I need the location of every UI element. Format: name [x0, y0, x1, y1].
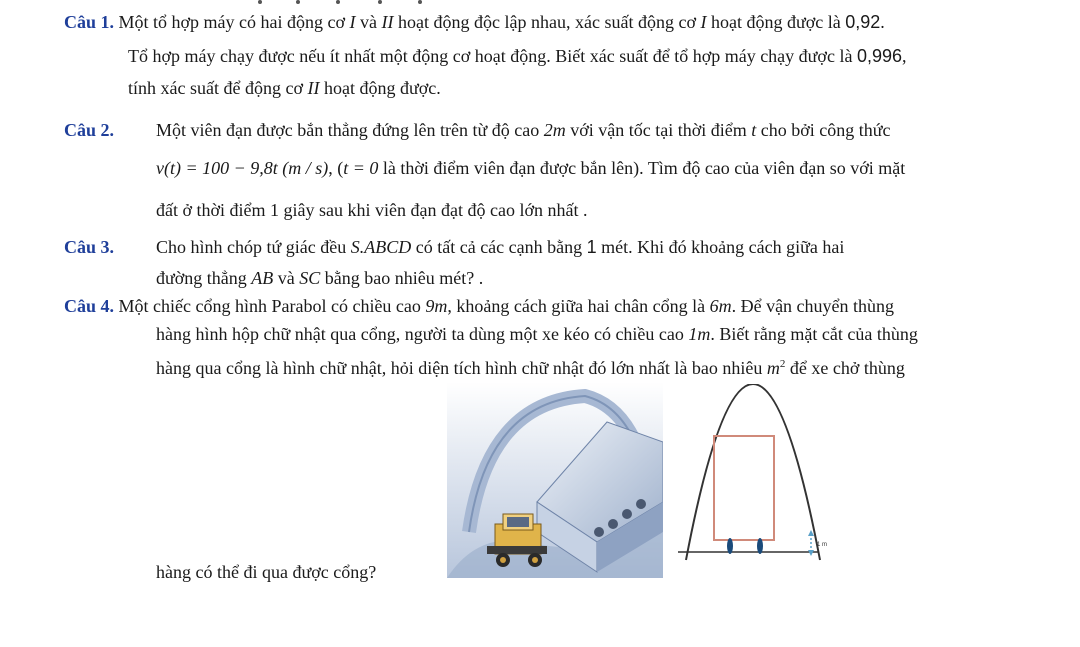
- q3-line-AB: AB: [251, 268, 274, 288]
- q1-engine-I-2: I: [700, 12, 707, 32]
- q4-text-2a: hàng hình hộp chữ nhật qua cổng, người ta dùng một xe kéo có chiều cao: [156, 324, 689, 344]
- q4-gate-height: 9m: [425, 296, 448, 316]
- q1-text-1d: hoạt động được là: [706, 12, 846, 32]
- q4-gate-width: 6m: [709, 296, 732, 316]
- q2-text-3: đất ở thời điểm 1 giây sau khi viên đạn đạt độ cao lớn nhất .: [156, 200, 588, 220]
- q1-text-1c: hoạt động độc lập nhau, xác suất động cơ: [393, 12, 701, 32]
- q3-line-SC: SC: [299, 268, 321, 288]
- q2-line2: [156, 158, 905, 178]
- q1-label: Câu 1.: [64, 12, 115, 32]
- q2-label: Câu 2.: [64, 120, 115, 140]
- q2-line1: [64, 120, 890, 140]
- q1-line1: [64, 12, 885, 32]
- q1-line3: [128, 78, 441, 98]
- q1-text-3a: tính xác suất để động cơ: [128, 78, 308, 98]
- q4-line1: [64, 296, 894, 316]
- q2-t0: t = 0: [343, 158, 379, 178]
- q1-text-1b: và: [355, 12, 382, 32]
- gate-truck-illustration: [447, 382, 663, 578]
- q3-text-1a: Cho hình chóp tứ giác đều: [156, 237, 351, 257]
- q2-text-1a: Một viên đạn được bắn thẳng đứng lên trên từ độ cao: [156, 120, 544, 140]
- q4-text-1c: . Để vận chuyển thùng: [731, 296, 895, 316]
- q4-unit: m: [766, 358, 780, 378]
- q4-text-4: hàng có thể đi qua được cổng?: [156, 562, 377, 582]
- q4-text-1a: Một chiếc cổng hình Parabol có chiều cao: [118, 296, 426, 316]
- parabola-rectangle-diagram: [678, 384, 848, 564]
- q4-line4: [156, 562, 376, 582]
- wheel-right: [757, 538, 763, 554]
- q4-line3: [156, 354, 905, 378]
- q2-velocity-formula: v(t) = 100 − 9,8t (m / s): [156, 158, 329, 178]
- q1-text-2b: ,: [901, 46, 907, 66]
- q4-text-3a: hàng qua cổng là hình chữ nhật, hỏi diện tích hình chữ nhật đó lớn nhất là bao nhiêu: [156, 358, 767, 378]
- q1-text-3b: hoạt động được.: [319, 78, 441, 98]
- wheel-left: [727, 538, 733, 554]
- q4-text-1b: , khoảng cách giữa hai chân cổng là: [447, 296, 710, 316]
- inscribed-rectangle: [714, 436, 774, 540]
- top-cropped-text-dots: [240, 0, 440, 6]
- q2-time-var: t: [751, 120, 757, 140]
- q3-line1: [64, 237, 844, 257]
- q1-prob-1: 0,92: [845, 12, 881, 32]
- q4-text-3b: để xe chở thùng: [785, 358, 905, 378]
- q3-text-1c: mét. Khi đó khoảng cách giữa hai: [596, 237, 845, 257]
- q4-truck-height: 1m: [688, 324, 711, 344]
- q1-engine-II-2: II: [307, 78, 320, 98]
- q1-text-2a: Tổ hợp máy chạy được nếu ít nhất một động cơ hoạt động. Biết xác suất để tổ hợp máy chạy được là: [128, 46, 857, 66]
- q4-text-2b: . Biết rằng mặt cắt của thùng: [710, 324, 918, 344]
- q1-prob-2: 0,996: [856, 46, 902, 66]
- q2-text-2a: , (: [328, 158, 344, 178]
- q4-line2: [156, 324, 918, 344]
- q4-label: Câu 4.: [64, 296, 115, 316]
- q3-text-2a: đường thẳng: [156, 268, 252, 288]
- q1-engine-I: I: [349, 12, 356, 32]
- q1-text-1a: Một tổ hợp máy có hai động cơ: [118, 12, 350, 32]
- parabola-curve: [686, 384, 820, 560]
- q3-text-2c: bằng bao nhiêu mét? .: [320, 268, 484, 288]
- q2-text-2b: là thời điểm viên đạn được bắn lên). Tìm độ cao của viên đạn so với mặt: [378, 158, 906, 178]
- q3-label: Câu 3.: [64, 237, 115, 257]
- q3-edge: 1: [586, 237, 597, 257]
- q3-text-2b: và: [273, 268, 300, 288]
- q4-unit-sup: 2: [779, 358, 786, 370]
- q1-line2: [128, 46, 906, 66]
- q3-line2: [156, 268, 483, 288]
- q2-text-1b: với vận tốc tại thời điểm: [565, 120, 752, 140]
- q1-text-1e: .: [880, 12, 885, 32]
- q3-pyramid: S.ABCD: [350, 237, 412, 257]
- q2-text-1c: cho bởi công thức: [756, 120, 891, 140]
- q2-line3: [156, 200, 587, 220]
- q1-engine-II: II: [381, 12, 394, 32]
- q3-text-1b: có tất cả các cạnh bằng: [411, 237, 587, 257]
- dimension-label: 1 m: [817, 542, 828, 548]
- q2-height: 2m: [543, 120, 566, 140]
